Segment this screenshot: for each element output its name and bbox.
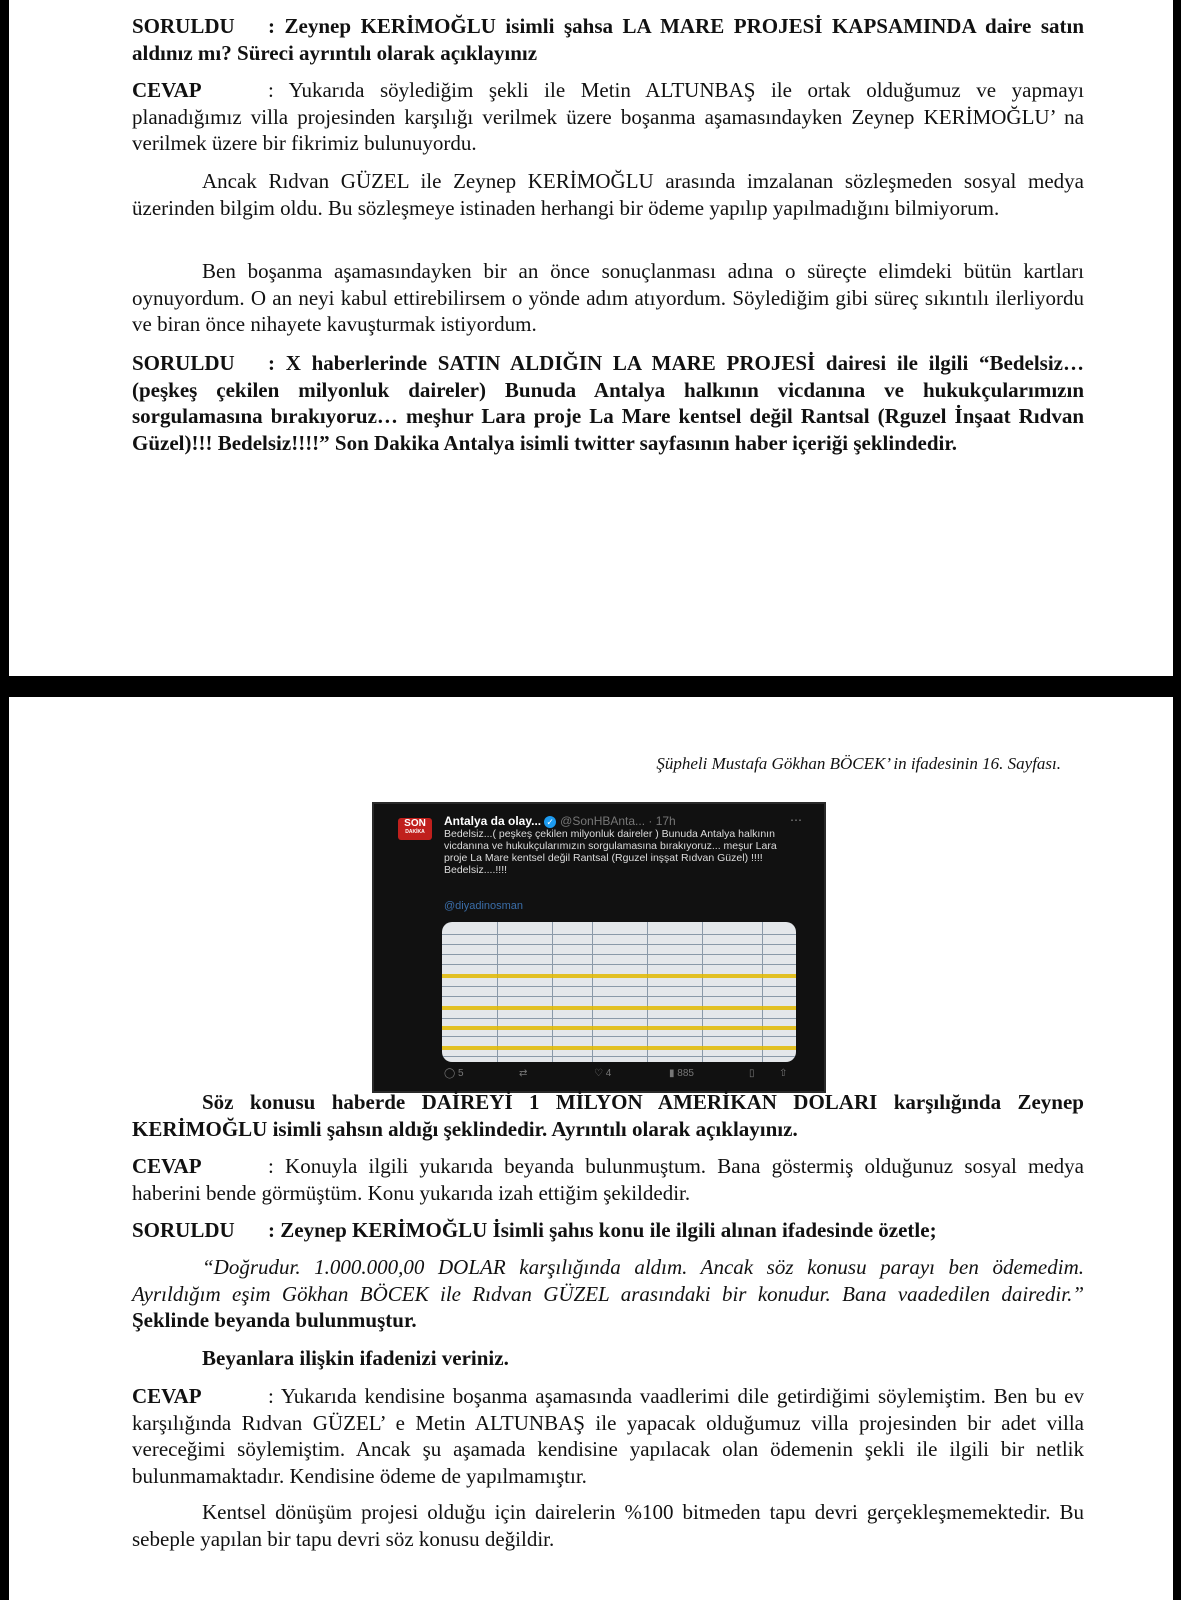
question-label: SORULDU xyxy=(132,14,235,38)
question-label: SORULDU xyxy=(132,351,235,375)
document-page-2 xyxy=(9,697,1173,1600)
quote-text: “Doğrudur. 1.000.000,00 DOLAR karşılığında aldım. Ancak söz konusu parayı ben ödemedim. Ayrıldığım eşim Gökhan BÖCEK ile Rıdvan GÜZEL arasındaki bir konudur. Bana vaadedilen dairedir.” xyxy=(132,1255,1084,1306)
page-header: Şüpheli Mustafa Gökhan BÖCEK’ in ifadesinin 16. Sayfası. xyxy=(656,754,1061,773)
answer-label: CEVAP xyxy=(132,1384,202,1408)
document-page-1 xyxy=(9,0,1173,676)
question-text: : Zeynep KERİMOĞLU isimli şahsa LA MARE PROJESİ KAPSAMINDA daire satın aldınız mı? Süreci ayrıntılı olarak açıklayınız xyxy=(132,14,1084,65)
question-4 xyxy=(132,1217,1084,1244)
question-label: SORULDU xyxy=(132,1218,235,1242)
statement-request: Beyanlara ilişkin ifadenizi veriniz. xyxy=(202,1346,509,1370)
like-icon: ♡ 4 xyxy=(594,1068,612,1079)
answer-text: : Yukarıda söylediğim şekli ile Metin ALTUNBAŞ ile ortak olduğumuz ve yapmayı planadığımız villa projesinden karşılığı verilmek üzere boşanma aşamasındayken Zeynep KERİMOĞLU’ na verilmek üzere bir fikrimiz bulunuyordu. xyxy=(132,78,1084,155)
answer-1 xyxy=(132,77,1084,157)
quoted-statement xyxy=(132,1254,1084,1334)
paragraph-3: Ben boşanma aşamasındayken bir an önce sonuçlanması adına o süreçte elimdeki bütün kartları oynuyordum. O an neyi kabul ettirebilirsem o yönde adım atıyordum. Söylediğim gibi süreç sıkıntılı ilerliyordu ve biran önce nihayete kavuşturmak istiyordum. xyxy=(132,259,1084,336)
answer-4 xyxy=(132,1383,1084,1489)
answer-text: : Yukarıda kendisine boşanma aşamasında vaadlerimi dile getirdiğimi söylemiştim. Ben bu ev karşılığında Rıdvan GÜZEL’ e Metin ALTUNBAŞ ile yapacak olduğumuz villa projesinden bir adet villa vereceğimi söylemiştim. Ancak şu aşamada kendisine yapılacak olan ödemenin şekli ile ilgili bir netlik bulunmamaktadır. Kendisine ödeme de yapılmamıştır. xyxy=(132,1384,1084,1488)
question-text: : X haberlerinde SATIN ALDIĞIN LA MARE PROJESİ dairesi ile ilgili “Bedelsiz… (peşkeş çekilen milyonluk daireler) Bunuda Antalya halkının vicdanına ve hukukçularımızın sorgulamasına bırakıyoruz… meşhur Lara proje La Mare kentsel değil Rantsal (Rguzel İnşaat Rıdvan Güzel)!!! Bedelsiz!!!!” Son Dakika Antalya isimli twitter sayfasının haber içeriği şeklindedir. xyxy=(132,351,1084,455)
retweet-icon: ⇄ xyxy=(519,1068,528,1079)
question-text: : Zeynep KERİMOĞLU İsimli şahıs konu ile ilgili alınan ifadesinde özetle; xyxy=(268,1218,937,1242)
answer-text: : Konuyla ilgili yukarıda beyanda bulunmuştum. Bana göstermiş olduğunuz sosyal medya haberini bende görmüştüm. Konu yukarıda izah ettiğim şekildedir. xyxy=(132,1154,1084,1205)
bookmark-icon: ▯ xyxy=(749,1068,755,1079)
tweet-attached-table-image xyxy=(442,922,796,1062)
answer-label: CEVAP xyxy=(132,1154,202,1178)
reply-icon: ◯ 5 xyxy=(444,1068,464,1079)
paragraph-last: Kentsel dönüşüm projesi olduğu için dairelerin %100 bitmeden tapu devri gerçekleşmemektedir. Bu sebeple yapılan bir tapu devri söz konusu değildir. xyxy=(132,1500,1084,1551)
answer-3 xyxy=(132,1153,1084,1206)
question-2 xyxy=(132,350,1084,456)
logo-text-bottom: DAKİKA xyxy=(405,829,425,835)
tweet-author-name: Antalya da olay... xyxy=(444,814,542,828)
quote-tail: Şeklinde beyanda bulunmuştur. xyxy=(132,1308,417,1332)
answer-label: CEVAP xyxy=(132,78,202,102)
views-icon: ▮ 885 xyxy=(669,1068,694,1079)
tweet-mention: @diyadinosman xyxy=(444,900,524,912)
more-options-icon: ⋯ xyxy=(790,813,802,827)
tweet-screenshot xyxy=(372,802,826,1093)
paragraph-2: Ancak Rıdvan GÜZEL ile Zeynep KERİMOĞLU arasında imzalanan sözleşmeden sosyal medya üzerinden bilgim oldu. Bu sözleşmeye istinaden herhangi bir ödeme yapılıp yapılmadığını bilmiyorum. xyxy=(132,169,1084,220)
logo-text-top: SON xyxy=(404,818,426,829)
question-3: Söz konusu haberde DAİREYİ 1 MİLYON AMERİKAN DOLARI karşılığında Zeynep KERİMOĞLU isimli şahsın aldığı şeklindedir. Ayrıntılı olarak açıklayınız. xyxy=(132,1090,1084,1141)
tweet-author xyxy=(444,814,676,828)
tweet-body: Bedelsiz...( peşkeş çekilen milyonluk daireler ) Bunuda Antalya halkının vicdanına ve hukukçularımızın sorgulamasına bırakıyoruz... meşur Lara proje La Mare kentsel değil Rantsal (Rguzel inşşat Rıdvan Güzel) !!!! Bedelsiz....!!!! xyxy=(444,828,777,876)
verified-badge-icon: ✓ xyxy=(544,816,556,828)
tweet-handle: @SonHBAnta... · 17h xyxy=(560,814,676,828)
question-1 xyxy=(132,13,1084,66)
son-dakika-logo xyxy=(398,818,432,840)
share-icon: ⇧ xyxy=(779,1068,788,1079)
